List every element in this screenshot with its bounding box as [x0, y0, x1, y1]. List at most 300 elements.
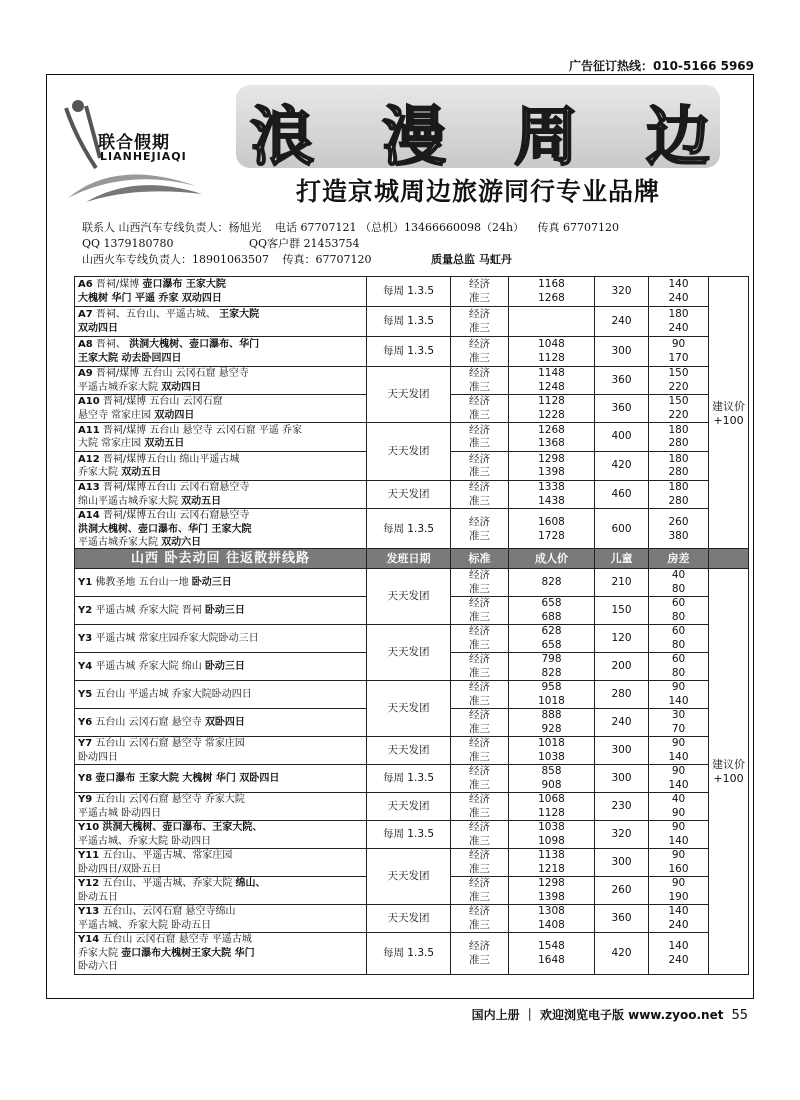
standard-cell — [451, 395, 509, 423]
route-row — [75, 905, 749, 933]
adult-price-cell-line: 928 — [541, 722, 562, 735]
child-price-cell: 300 — [595, 765, 649, 793]
adult-price-cell-line: 1298 — [538, 877, 565, 889]
adult-price-cell — [509, 709, 595, 737]
route-line — [78, 919, 363, 933]
route-row — [75, 849, 749, 877]
child-price-cell: 150 — [595, 597, 649, 625]
adult-price-cell — [509, 277, 595, 307]
standard-cell-line: 准三 — [469, 494, 490, 507]
room-diff-cell — [649, 569, 709, 597]
route-line — [78, 877, 363, 891]
route-cell — [75, 793, 367, 821]
adult-price-cell — [509, 569, 595, 597]
standard-cell-line: 准三 — [469, 694, 490, 707]
route-cell — [75, 481, 367, 509]
room-diff-cell-line: 280 — [668, 466, 689, 478]
route-line — [78, 409, 363, 423]
col-header-room: 房差 — [649, 549, 709, 569]
route-code: Y6 — [78, 716, 93, 728]
route-text: 平遥古城 卧动四日 — [78, 807, 162, 819]
schedule-cell: 每周 1.3.5 — [367, 337, 451, 367]
route-cell — [75, 905, 367, 933]
room-diff-cell — [649, 933, 709, 975]
col-header-child: 儿童 — [595, 549, 649, 569]
route-cell — [75, 367, 367, 395]
route-cell — [75, 569, 367, 597]
room-diff-cell-line: 180 — [668, 308, 689, 320]
standard-cell-line: 经济 — [469, 516, 490, 528]
child-price-cell: 280 — [595, 681, 649, 709]
route-text: 五台山、云冈石窟 悬空寺绵山 — [102, 906, 236, 917]
room-diff-cell — [649, 681, 709, 709]
route-row — [75, 509, 749, 551]
adult-price-cell — [509, 849, 595, 877]
route-line — [78, 960, 363, 974]
room-diff-cell-line: 140 — [668, 694, 689, 707]
route-code: Y13 — [78, 906, 100, 917]
route-line — [78, 509, 363, 523]
standard-cell-line: 准三 — [469, 610, 490, 623]
brand-char: 边 — [646, 101, 710, 175]
adult-price-cell — [509, 877, 595, 905]
standard-cell-line: 经济 — [469, 793, 490, 805]
standard-cell-line: 经济 — [469, 481, 490, 493]
route-cell — [75, 933, 367, 975]
route-code: Y7 — [78, 738, 93, 749]
standard-cell — [451, 367, 509, 395]
route-line — [78, 481, 363, 495]
route-cell — [75, 395, 367, 423]
route-text: 乔家大院 — [78, 947, 118, 959]
route-code: Y9 — [78, 794, 93, 805]
route-text: 卧动六日 — [78, 961, 118, 973]
child-price-cell: 320 — [595, 821, 649, 849]
room-diff-cell-line: 240 — [668, 953, 689, 966]
route-code: A11 — [78, 424, 100, 436]
adult-price-cell-line: 1338 — [538, 481, 565, 493]
adult-price-cell-line: 1438 — [538, 494, 565, 507]
child-price-cell: 240 — [595, 709, 649, 737]
contact-phone: 电话 67707121 （总机）13466660098（24h） — [275, 221, 525, 234]
standard-cell-line: 准三 — [469, 380, 490, 393]
child-price-cell: 360 — [595, 395, 649, 423]
logo-english-name: LIANHEJIAQI — [100, 150, 187, 163]
standard-cell-line: 经济 — [469, 597, 490, 609]
standard-cell — [451, 509, 509, 551]
route-cell — [75, 877, 367, 905]
standard-cell-line: 准三 — [469, 806, 490, 819]
room-diff-cell — [649, 793, 709, 821]
adult-price-cell-line: 688 — [541, 610, 562, 623]
adult-price-cell-line: 1648 — [538, 953, 565, 966]
child-price-cell: 400 — [595, 423, 649, 452]
adult-price-cell-line: 1228 — [538, 408, 565, 421]
adult-price-cell — [509, 905, 595, 933]
room-diff-cell-line: 40 — [671, 793, 686, 805]
standard-cell-line: 经济 — [469, 308, 490, 320]
room-diff-cell — [649, 277, 709, 307]
brand-title — [250, 86, 710, 178]
standard-cell — [451, 337, 509, 367]
adult-price-cell-line: 1168 — [538, 278, 565, 290]
route-text-bold: 王家大院 — [219, 309, 260, 320]
room-diff-cell-line: 220 — [668, 380, 689, 393]
route-row — [75, 625, 749, 653]
route-text: 晋祠/煤博 五台山 云冈石窟 — [102, 396, 223, 407]
route-code: A14 — [78, 510, 100, 522]
room-diff-cell-line: 170 — [668, 351, 689, 364]
route-row — [75, 569, 749, 597]
adult-price-cell — [509, 653, 595, 681]
route-text: 悬空寺 常家庄园 — [78, 409, 152, 421]
contact-person: 联系人 山西汽车专线负责人：杨旭光 — [82, 221, 262, 234]
route-cell — [75, 337, 367, 367]
child-price-cell: 320 — [595, 277, 649, 307]
route-row — [75, 821, 749, 849]
adult-price-cell — [509, 307, 595, 337]
standard-cell-line: 经济 — [469, 423, 490, 436]
adult-price-cell-line: 1018 — [538, 694, 565, 707]
route-code: A6 — [78, 279, 93, 290]
route-line — [78, 367, 363, 381]
route-text: 大院 常家庄园 — [78, 438, 142, 449]
route-code: A10 — [78, 396, 100, 407]
standard-cell-line: 准三 — [469, 582, 490, 595]
child-price-cell: 240 — [595, 307, 649, 337]
standard-cell — [451, 277, 509, 307]
route-code: Y1 — [78, 576, 93, 588]
route-text-bold: 壶口瀑布 王家大院 大槐树 华门 双卧四日 — [95, 772, 280, 784]
route-cell — [75, 423, 367, 452]
adult-price-cell — [509, 597, 595, 625]
route-code: Y12 — [78, 878, 100, 889]
standard-cell-line: 经济 — [469, 569, 490, 581]
room-diff-cell-line: 30 — [671, 709, 686, 721]
adult-price-cell-line: 1728 — [538, 529, 565, 542]
room-diff-cell-line: 220 — [668, 408, 689, 421]
schedule-cell: 每周 1.3.5 — [367, 821, 451, 849]
standard-cell-line: 经济 — [469, 821, 490, 833]
standard-cell-line: 准三 — [469, 638, 490, 651]
route-table-a — [74, 276, 749, 551]
contact-line-2 — [82, 235, 370, 251]
child-price-cell: 460 — [595, 481, 649, 509]
brand-char: 漫 — [382, 101, 446, 175]
advice-price-cell — [709, 569, 749, 975]
room-diff-cell-line: 90 — [671, 849, 686, 861]
route-line — [78, 466, 363, 480]
brand-char: 浪 — [250, 101, 314, 175]
brand-slogan: 打造京城周边旅游同行专业品牌 — [295, 177, 660, 206]
adult-price-cell — [509, 765, 595, 793]
room-diff-cell-line: 90 — [671, 806, 686, 819]
route-line — [78, 772, 363, 786]
contact-train-fax: 传真：67707120 — [282, 253, 372, 266]
room-diff-cell — [649, 307, 709, 337]
route-line — [78, 604, 363, 618]
route-text: 晋祠/煤博 — [95, 279, 140, 290]
adult-price-cell — [509, 423, 595, 452]
adult-price-cell-line: 658 — [541, 597, 562, 609]
contact-train-manager: 山西火车专线负责人：18901063507 — [82, 253, 269, 266]
standard-cell-line: 经济 — [469, 765, 490, 777]
route-cell — [75, 452, 367, 481]
route-text: 平遥古城乔家大院 — [78, 537, 158, 549]
standard-cell — [451, 307, 509, 337]
route-line — [78, 495, 363, 509]
adult-price-cell — [509, 793, 595, 821]
room-diff-cell — [649, 597, 709, 625]
room-diff-cell — [649, 905, 709, 933]
route-cell — [75, 509, 367, 551]
adult-price-cell-line: 1038 — [538, 750, 565, 763]
route-text-bold: 壶口瀑布大槐树王家大院 华门 — [121, 947, 255, 959]
route-text: 卧动五日 — [78, 891, 118, 903]
route-code: Y5 — [78, 688, 93, 700]
standard-cell-line: 经济 — [469, 709, 490, 721]
adult-price-cell-line: 958 — [541, 681, 562, 693]
child-price-cell: 230 — [595, 793, 649, 821]
room-diff-cell-line: 150 — [668, 367, 689, 379]
logo-chinese-name: 联合假期 — [98, 133, 170, 153]
room-diff-cell — [649, 877, 709, 905]
route-cell — [75, 821, 367, 849]
route-text-bold: 洪洞大槐树、壶口瀑布、华门 — [129, 339, 260, 350]
route-text-bold: 洪洞大槐树、壶口瀑布、王家大院、 — [102, 822, 263, 833]
schedule-cell: 天天发团 — [367, 681, 451, 737]
route-line — [78, 737, 363, 751]
adult-price-cell-line: 1218 — [538, 862, 565, 875]
adult-price-cell — [509, 481, 595, 509]
schedule-cell: 天天发团 — [367, 569, 451, 625]
child-price-cell: 420 — [595, 933, 649, 975]
room-diff-cell-line: 260 — [668, 516, 689, 528]
route-row — [75, 481, 749, 509]
route-text: 五台山 云冈石窟 悬空寺 平遥古城 — [102, 934, 252, 946]
room-diff-cell — [649, 423, 709, 452]
ad-hotline: 广告征订热线：010-5166 5969 — [568, 59, 754, 73]
route-line — [78, 395, 363, 409]
section-header-row — [75, 549, 749, 569]
room-diff-cell-line: 60 — [671, 653, 686, 665]
route-cell — [75, 765, 367, 793]
standard-cell-line: 准三 — [469, 918, 490, 931]
route-text-bold: 双动四日 — [161, 381, 202, 393]
standard-cell — [451, 653, 509, 681]
route-code: Y4 — [78, 660, 93, 672]
route-table-y — [74, 548, 749, 975]
contact-qq-group: QQ客户群 21453754 — [249, 237, 360, 250]
room-diff-cell-line: 40 — [671, 569, 686, 581]
route-cell — [75, 653, 367, 681]
standard-cell-line: 准三 — [469, 750, 490, 763]
room-diff-cell — [649, 737, 709, 765]
adult-price-cell — [509, 625, 595, 653]
adult-price-cell-line: 828 — [541, 666, 562, 679]
adult-price-cell-line: 1128 — [538, 806, 565, 819]
adult-price-cell-line: 1128 — [538, 395, 565, 407]
standard-cell-line: 准三 — [469, 351, 490, 364]
child-price-cell: 120 — [595, 625, 649, 653]
child-price-cell: 210 — [595, 569, 649, 597]
adult-price-cell-line: 1368 — [538, 437, 565, 449]
route-text-bold: 双卧四日 — [204, 716, 245, 728]
room-diff-cell — [649, 821, 709, 849]
route-code: Y3 — [78, 632, 93, 644]
route-text: 平遥古城乔家大院 — [78, 381, 158, 393]
room-diff-cell-line: 80 — [671, 582, 686, 595]
standard-cell-line: 经济 — [469, 905, 490, 917]
route-text-bold: 双动六日 — [161, 537, 202, 549]
route-line — [78, 751, 363, 765]
route-text-bold: 大槐树 华门 平遥 乔家 双动四日 — [78, 292, 222, 304]
route-row — [75, 307, 749, 337]
adult-price-cell-line: 1138 — [538, 849, 565, 861]
route-code: Y2 — [78, 604, 93, 616]
route-text: 五台山 云冈石窟 悬空寺 常家庄园 — [95, 738, 245, 749]
room-diff-cell-line: 90 — [671, 338, 686, 350]
adult-price-cell-line: 1148 — [538, 367, 565, 379]
standard-cell — [451, 737, 509, 765]
room-diff-cell-line: 90 — [671, 821, 686, 833]
route-text-bold: 双动五日 — [181, 495, 222, 507]
room-diff-cell-line: 140 — [668, 834, 689, 847]
route-row — [75, 337, 749, 367]
standard-cell-line: 经济 — [469, 681, 490, 693]
standard-cell-line: 经济 — [469, 278, 490, 290]
adult-price-cell-line: 1128 — [538, 351, 565, 364]
adult-price-cell-line: 1548 — [538, 940, 565, 952]
route-line — [78, 576, 363, 590]
route-text: 平遥古城 乔家大院 绵山 — [95, 660, 202, 672]
route-line — [78, 793, 363, 807]
standard-cell — [451, 423, 509, 452]
standard-cell-line: 准三 — [469, 321, 490, 334]
route-text: 五台山 平遥古城 乔家大院卧动四日 — [95, 688, 252, 700]
route-line — [78, 381, 363, 395]
route-line — [78, 278, 363, 292]
room-diff-cell-line: 60 — [671, 625, 686, 637]
route-cell — [75, 277, 367, 307]
route-row — [75, 737, 749, 765]
schedule-cell: 天天发团 — [367, 481, 451, 509]
route-code: Y10 — [78, 822, 100, 833]
child-price-cell: 300 — [595, 849, 649, 877]
route-line — [78, 292, 363, 306]
route-text-bold: 双动五日 — [121, 467, 162, 478]
child-price-cell: 260 — [595, 877, 649, 905]
route-code: A12 — [78, 453, 100, 465]
room-diff-cell-line: 140 — [668, 750, 689, 763]
adult-price-cell — [509, 933, 595, 975]
standard-cell-line: 准三 — [469, 890, 490, 903]
route-text: 五台山 云冈石窟 悬空寺 乔家大院 — [95, 794, 245, 805]
route-line — [78, 716, 363, 730]
route-text-bold: 卧动三日 — [191, 576, 232, 588]
route-text: 五台山 云冈石窟 悬空寺 — [95, 716, 202, 728]
route-cell — [75, 681, 367, 709]
schedule-cell: 每周 1.3.5 — [367, 765, 451, 793]
room-diff-cell-line: 240 — [668, 918, 689, 931]
standard-cell-line: 准三 — [469, 834, 490, 847]
adult-price-cell-line: 1048 — [538, 338, 565, 350]
route-text-bold: 卧动三日 — [204, 604, 245, 616]
standard-cell — [451, 481, 509, 509]
room-diff-cell — [649, 509, 709, 551]
route-line — [78, 688, 363, 702]
col-header-blank — [709, 549, 749, 569]
route-line — [78, 947, 363, 961]
route-text: 平遥古城 乔家大院 晋祠 — [95, 604, 202, 616]
col-header-date: 发班日期 — [367, 549, 451, 569]
child-price-cell: 420 — [595, 452, 649, 481]
adult-price-cell-line: 628 — [541, 625, 562, 637]
standard-cell-line: 经济 — [469, 452, 490, 465]
schedule-cell: 天天发团 — [367, 423, 451, 481]
standard-cell-line: 准三 — [469, 437, 490, 449]
route-row — [75, 681, 749, 709]
contact-line-1 — [82, 219, 629, 235]
route-text: 佛教圣地 五台山一地 — [95, 576, 189, 588]
standard-cell — [451, 933, 509, 975]
room-diff-cell-line: 140 — [668, 905, 689, 917]
adult-price-cell — [509, 367, 595, 395]
route-line — [78, 308, 363, 322]
standard-cell-line: 经济 — [469, 338, 490, 350]
advice-label: 建议价 — [712, 757, 745, 771]
adult-price-cell-line: 1408 — [538, 918, 565, 931]
standard-cell — [451, 625, 509, 653]
room-diff-cell-line: 60 — [671, 597, 686, 609]
schedule-cell: 每周 1.3.5 — [367, 509, 451, 551]
route-text: 平遥古城 常家庄园乔家大院卧动三日 — [95, 632, 259, 644]
adult-price-cell-line: 1268 — [538, 291, 565, 304]
room-diff-cell — [649, 709, 709, 737]
route-line — [78, 849, 363, 863]
room-diff-cell-line: 70 — [671, 722, 686, 735]
route-code: A8 — [78, 339, 93, 350]
standard-cell-line: 准三 — [469, 862, 490, 875]
route-text: 卧动四日/双卧五日 — [78, 863, 162, 875]
room-diff-cell — [649, 849, 709, 877]
route-text-bold: 双动四日 — [154, 409, 195, 421]
standard-cell — [451, 452, 509, 481]
advice-value: +100 — [713, 771, 744, 785]
route-text: 卧动四日 — [78, 751, 118, 763]
room-diff-cell-line: 90 — [671, 737, 686, 749]
standard-cell-line: 经济 — [469, 849, 490, 861]
route-text: 晋祠、五台山、平遥古城、 — [95, 309, 216, 320]
room-diff-cell-line: 80 — [671, 610, 686, 623]
room-diff-cell-line: 140 — [668, 940, 689, 952]
standard-cell — [451, 821, 509, 849]
standard-cell — [451, 597, 509, 625]
standard-cell — [451, 765, 509, 793]
schedule-cell: 每周 1.3.5 — [367, 307, 451, 337]
route-text-bold: 王家大院 动去卧回四日 — [78, 352, 182, 364]
route-line — [78, 352, 363, 366]
route-line — [78, 437, 363, 451]
route-cell — [75, 849, 367, 877]
route-code: Y11 — [78, 850, 100, 861]
route-code: A9 — [78, 368, 93, 379]
route-code: A13 — [78, 482, 100, 493]
route-row — [75, 933, 749, 975]
standard-cell-line: 经济 — [469, 625, 490, 637]
standard-cell-line: 准三 — [469, 778, 490, 791]
route-text: 平遥古城、乔家大院 卧动四日 — [78, 835, 212, 847]
